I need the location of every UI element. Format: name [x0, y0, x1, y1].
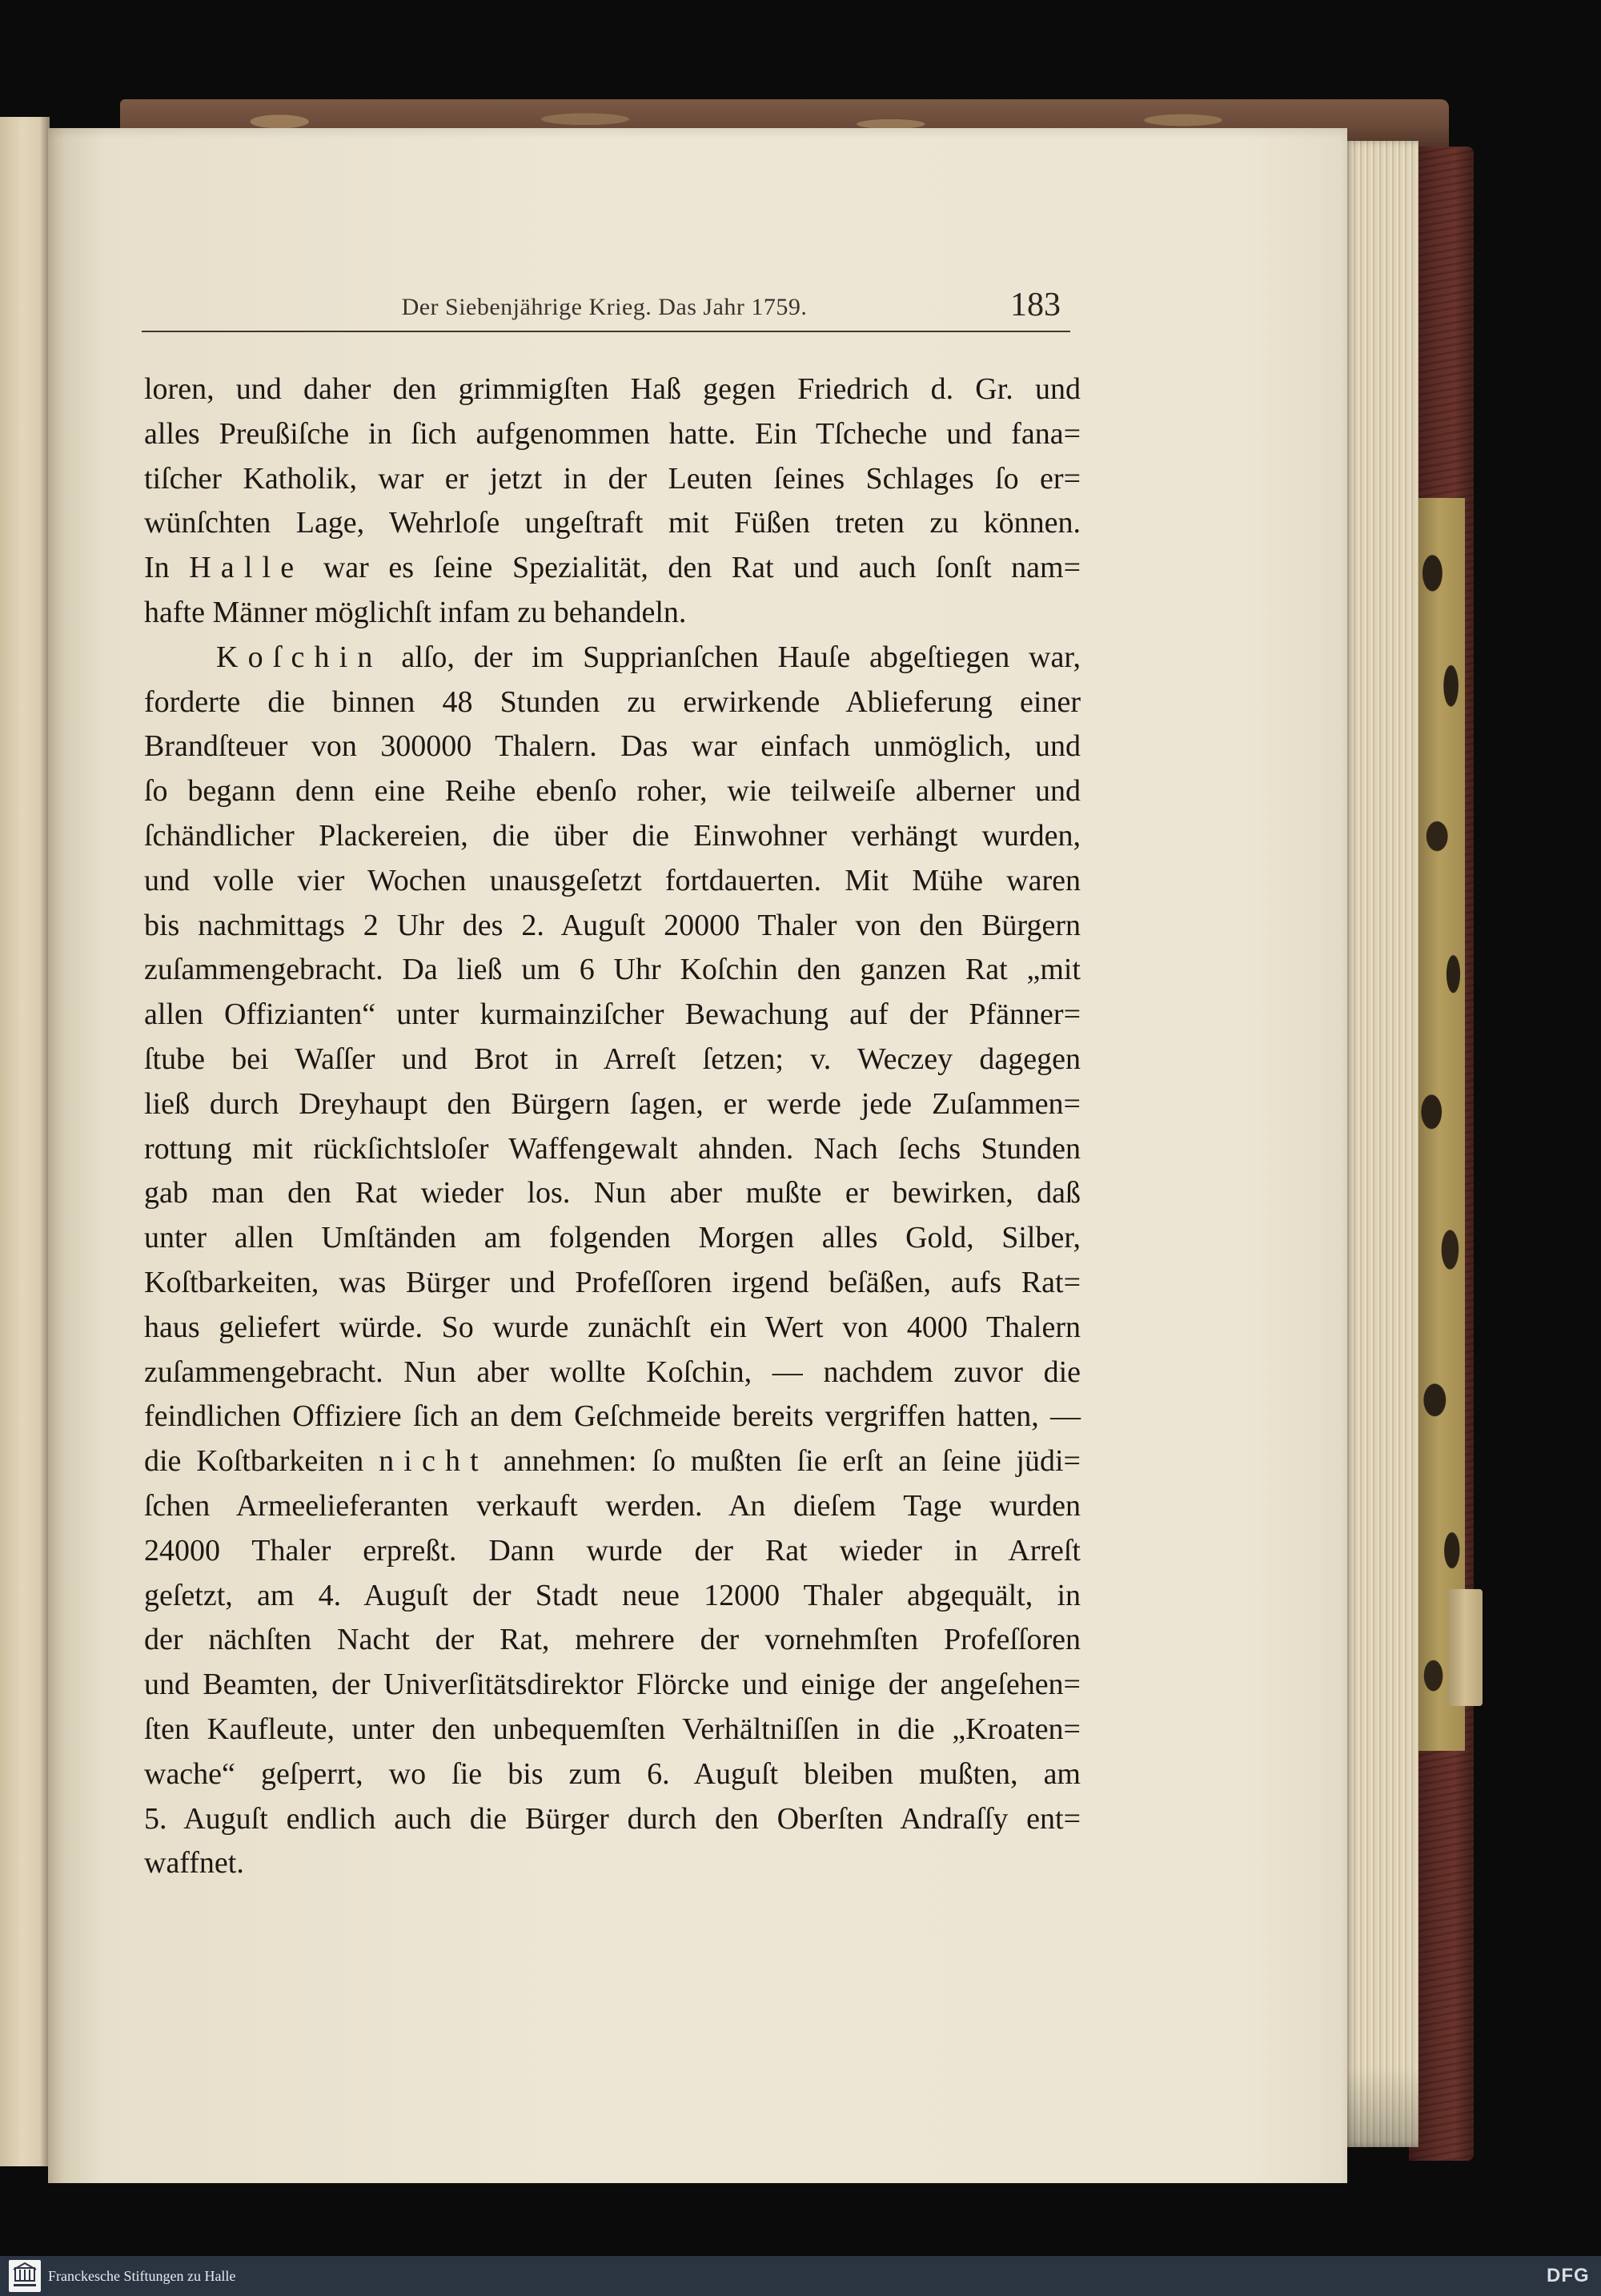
text-line: tiſcher Katholik, war er jetzt in der Leuten ſeines Schlages ſo er= [144, 461, 1081, 496]
text-line: und Beamten, der Univerſitätsdirektor Flörcke und einige der angeſehen= [144, 1668, 1081, 1702]
left-page-edge [0, 117, 50, 2166]
viewer-footer-bar [0, 2256, 1601, 2296]
text-line: Koſtbarkeiten, was Bürger und Profeſſoren irgend beſäßen, aufs Rat= [144, 1265, 1081, 1299]
text-line: ſten Kaufleute, unter den unbequemſten Verhältniſſen in die „Kroaten= [144, 1712, 1081, 1746]
text-line [144, 546, 1081, 591]
institution-name: Franckesche Stiftungen zu Halle [48, 2268, 236, 2284]
text-segment: war es ſeine Spezialität, den Rat und auch ſonſt nam= [303, 551, 1081, 585]
text-segment: In [144, 551, 190, 585]
text-line: rottung mit rückſichtsloſer Waffengewalt ahnden. Nach ſechs Stunden [144, 1131, 1081, 1166]
text-line: feindlichen Offiziere ſich an dem Geſchmeide bereits vergriffen hatten, — [144, 1399, 1081, 1434]
text-line: geſetzt, am 4. Auguſt der Stadt neue 12000 Thaler abgequält, in [144, 1578, 1081, 1612]
text-segment: annehmen: ſo mußten ſie erſt an ſeine jüdi= [488, 1444, 1081, 1479]
text-line: und volle vier Wochen unausgeſetzt fortdauerten. Mit Mühe waren [144, 863, 1081, 897]
text-line: 24000 Thaler erpreßt. Dann wurde der Rat wieder in Arreſt [144, 1533, 1081, 1567]
institution-logo-icon [9, 2260, 41, 2292]
spaced-word: Halle [189, 551, 304, 585]
spaced-word: nicht [379, 1444, 488, 1479]
page-number: 183 [1010, 287, 1061, 323]
text-line: ſtube bei Waſſer und Brot in Arreſt ſetzen; v. Weczey dagegen [144, 1042, 1081, 1076]
text-line: unter allen Umſtänden am folgenden Morgen alles Gold, Silber, [144, 1221, 1081, 1255]
text-line: ließ durch Dreyhaupt den Bürgern ſagen, er werde jede Zuſammen= [144, 1086, 1081, 1121]
page-block-edges [1345, 141, 1418, 2147]
text-line: haus geliefert würde. So wurde zunächſt ein Wert von 4000 Thalern [144, 1310, 1081, 1344]
text-segment: alſo, der im Supprianſchen Hauſe abgeſtiegen war, [382, 640, 1081, 674]
bookmark-tab [1447, 1589, 1483, 1706]
text-line: 5. Auguſt endlich auch die Bürger durch den Oberſten Andraſſy ent= [144, 1801, 1081, 1836]
text-line [144, 1439, 1081, 1484]
text-line: forderte die binnen 48 Stunden zu erwirkende Ablieferung einer [144, 684, 1081, 719]
text-line: gab man den Rat wieder los. Nun aber mußte er bewirken, daß [144, 1176, 1081, 1210]
running-head: Der Siebenjährige Krieg. Das Jahr 1759. [401, 294, 808, 320]
text-line: hafte Männer möglichſt infam zu behandeln. [144, 595, 687, 629]
body-text [144, 367, 1081, 1886]
text-line: ſchändlicher Plackereien, die über die Einwohner verhängt wurden, [144, 818, 1081, 853]
text-line: zuſammengebracht. Nun aber wollte Koſchin, — nachdem zuvor die [144, 1355, 1081, 1389]
text-line: Brandſteuer von 300000 Thalern. Das war einfach unmöglich, und [144, 729, 1081, 764]
header-rule [142, 331, 1070, 332]
text-line: alles Preußiſche in ſich aufgenommen hatte. Ein Tſcheche und fana= [144, 416, 1081, 451]
text-line: wünſchten Lage, Wehrloſe ungeſtraft mit Füßen treten zu können. [144, 506, 1081, 540]
text-line: bis nachmittags 2 Uhr des 2. Auguſt 20000 Thaler von den Bürgern [144, 908, 1081, 942]
text-line: ſchen Armeelieferanten verkauft werden. An dieſem Tage wurden [144, 1488, 1081, 1523]
text-line: ſo begann denn eine Reihe ebenſo roher, wie teilweiſe alberner und [144, 774, 1081, 809]
spaced-word: Koſchin [216, 640, 383, 674]
text-line: waffnet. [144, 1846, 244, 1881]
dfg-logo: DFG [1547, 2265, 1590, 2286]
text-line: allen Offizianten“ unter kurmainziſcher Bewachung auf der Pfänner= [144, 997, 1081, 1032]
text-line [144, 636, 1081, 680]
text-line: wache“ geſperrt, wo ſie bis zum 6. Auguſt bleiben mußten, am [144, 1756, 1081, 1791]
marbled-cover-paper [1418, 498, 1465, 1751]
text-segment: die Koſtbarkeiten [144, 1444, 379, 1479]
text-line: zuſammengebracht. Da ließ um 6 Uhr Koſchin den ganzen Rat „mit [144, 953, 1081, 987]
text-line: loren, und daher den grimmigſten Haß gegen Friedrich d. Gr. und [144, 372, 1081, 406]
text-line: der nächſten Nacht der Rat, mehrere der vornehmſten Profeſſoren [144, 1623, 1081, 1657]
